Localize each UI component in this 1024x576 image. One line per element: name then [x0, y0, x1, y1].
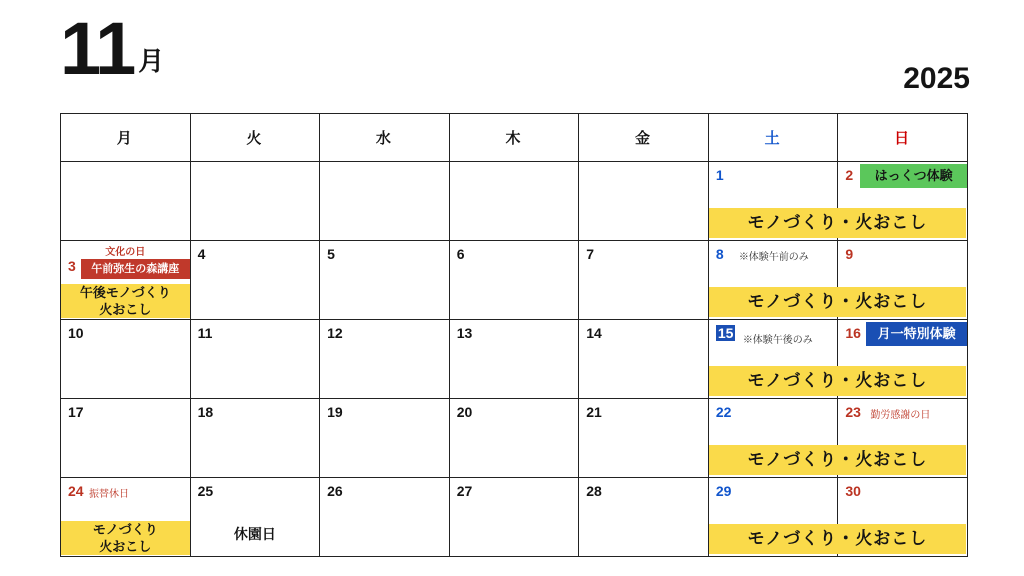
weekday-header-sun: 日 — [838, 114, 968, 162]
day-cell-empty — [61, 162, 191, 241]
day-number: 26 — [327, 483, 343, 499]
weekday-header-mon: 月 — [61, 114, 191, 162]
day-number: 18 — [197, 404, 214, 420]
year-label: 2025 — [903, 62, 970, 95]
day-number: 2 — [845, 167, 854, 183]
note-kyuuenbi: 休園日 — [233, 526, 276, 542]
day-number: 12 — [327, 325, 343, 341]
day-number: 9 — [845, 246, 854, 262]
day-number: 28 — [586, 483, 602, 499]
day-number: 3 — [68, 258, 76, 274]
weekday-header-tue: 火 — [190, 114, 320, 162]
day-number: 27 — [456, 483, 473, 499]
day-number: 11 — [197, 325, 213, 341]
weekday-header-wed: 水 — [320, 114, 450, 162]
day-number: 23 — [845, 404, 861, 420]
day-cell-empty — [449, 162, 579, 241]
day-cell-25[interactable] — [190, 478, 320, 557]
event-line-1: モノづくり — [92, 522, 158, 537]
event-monozukuri[interactable]: モノづくり・火おこし — [709, 287, 966, 317]
event-gogo-monozukuri[interactable] — [61, 284, 190, 318]
day-cell-empty — [190, 162, 320, 241]
event-line-2: 火おこし — [99, 302, 152, 317]
day-cell-28[interactable] — [579, 478, 709, 557]
day-cell-13[interactable] — [449, 320, 579, 399]
day-number: 30 — [845, 483, 861, 499]
event-monozukuri[interactable]: モノづくり・火おこし — [709, 445, 966, 475]
weekday-header-fri: 金 — [579, 114, 709, 162]
day-number: 15 — [717, 325, 734, 341]
day-cell-3[interactable] — [61, 241, 191, 320]
event-yayoi-lecture[interactable]: 午前弥生の森講座 — [81, 259, 190, 279]
day-number: 17 — [68, 404, 84, 420]
day-number: 21 — [586, 404, 602, 420]
month-title — [60, 7, 165, 90]
day-cell-4[interactable] — [190, 241, 320, 320]
day-cell-5[interactable] — [320, 241, 450, 320]
day-cell-18[interactable] — [190, 399, 320, 478]
event-hakkutsu[interactable]: はっくつ体験 — [860, 164, 967, 188]
weekday-header-thu: 木 — [449, 114, 579, 162]
weekday-header-sat: 土 — [708, 114, 838, 162]
event-tsukiichi[interactable]: 月一特別体験 — [866, 322, 967, 346]
calendar-week-1 — [61, 162, 968, 241]
day-number: 1 — [715, 167, 724, 183]
calendar-week-4 — [61, 399, 968, 478]
day-number: 24 — [68, 483, 84, 499]
day-cell-11[interactable] — [190, 320, 320, 399]
day-cell-19[interactable] — [320, 399, 450, 478]
note-kinro-kansha: 勤労感謝の日 — [870, 410, 931, 421]
calendar-header — [60, 7, 970, 95]
event-line-2: 火おこし — [99, 539, 152, 554]
note-taiken-gogo: ※体験午後のみ — [742, 335, 813, 346]
calendar-week-5 — [61, 478, 968, 557]
day-cell-24[interactable] — [61, 478, 191, 557]
day-cell-20[interactable] — [449, 399, 579, 478]
note-taiken-gozen: ※体験午前のみ — [738, 252, 809, 263]
day-number: 7 — [586, 246, 595, 262]
day-number: 5 — [327, 246, 335, 262]
day-number: 25 — [197, 483, 214, 499]
day-number: 16 — [845, 325, 861, 341]
day-cell-14[interactable] — [579, 320, 709, 399]
day-number: 29 — [715, 483, 732, 499]
day-number: 4 — [197, 246, 206, 262]
day-cell-12[interactable] — [320, 320, 450, 399]
day-cell-6[interactable] — [449, 241, 579, 320]
calendar-week-2 — [61, 241, 968, 320]
calendar-table — [60, 113, 968, 557]
event-monozukuri[interactable]: モノづくり・火おこし — [709, 366, 966, 396]
day-cell-empty — [579, 162, 709, 241]
day-number: 19 — [327, 404, 343, 420]
day-number: 22 — [715, 404, 732, 420]
day-number: 14 — [586, 325, 602, 341]
day-cell-17[interactable] — [61, 399, 191, 478]
calendar-week-3 — [61, 320, 968, 399]
month-number: 11 — [60, 7, 135, 90]
day-number: 6 — [456, 246, 465, 262]
day-number: 13 — [456, 325, 473, 341]
day-cell-21[interactable] — [579, 399, 709, 478]
day-number: 8 — [715, 246, 724, 262]
event-monozukuri-2line[interactable] — [61, 521, 190, 555]
note-furikae-kyujitsu: 振替休日 — [89, 489, 129, 500]
day-cell-7[interactable] — [579, 241, 709, 320]
day-cell-26[interactable] — [320, 478, 450, 557]
month-kanji: 月 — [138, 46, 165, 77]
day-cell-empty — [320, 162, 450, 241]
day-cell-27[interactable] — [449, 478, 579, 557]
event-monozukuri[interactable]: モノづくり・火おこし — [709, 208, 966, 238]
weekday-header-row — [61, 114, 968, 162]
day-cell-10[interactable] — [61, 320, 191, 399]
day-number: 20 — [456, 404, 473, 420]
holiday-label-bunka: 文化の日 — [105, 247, 146, 258]
event-line-1: 午後モノづくり — [79, 285, 171, 300]
day-number: 10 — [68, 325, 84, 341]
day-cell-8[interactable] — [708, 241, 928, 320]
event-monozukuri[interactable]: モノづくり・火おこし — [709, 524, 966, 554]
